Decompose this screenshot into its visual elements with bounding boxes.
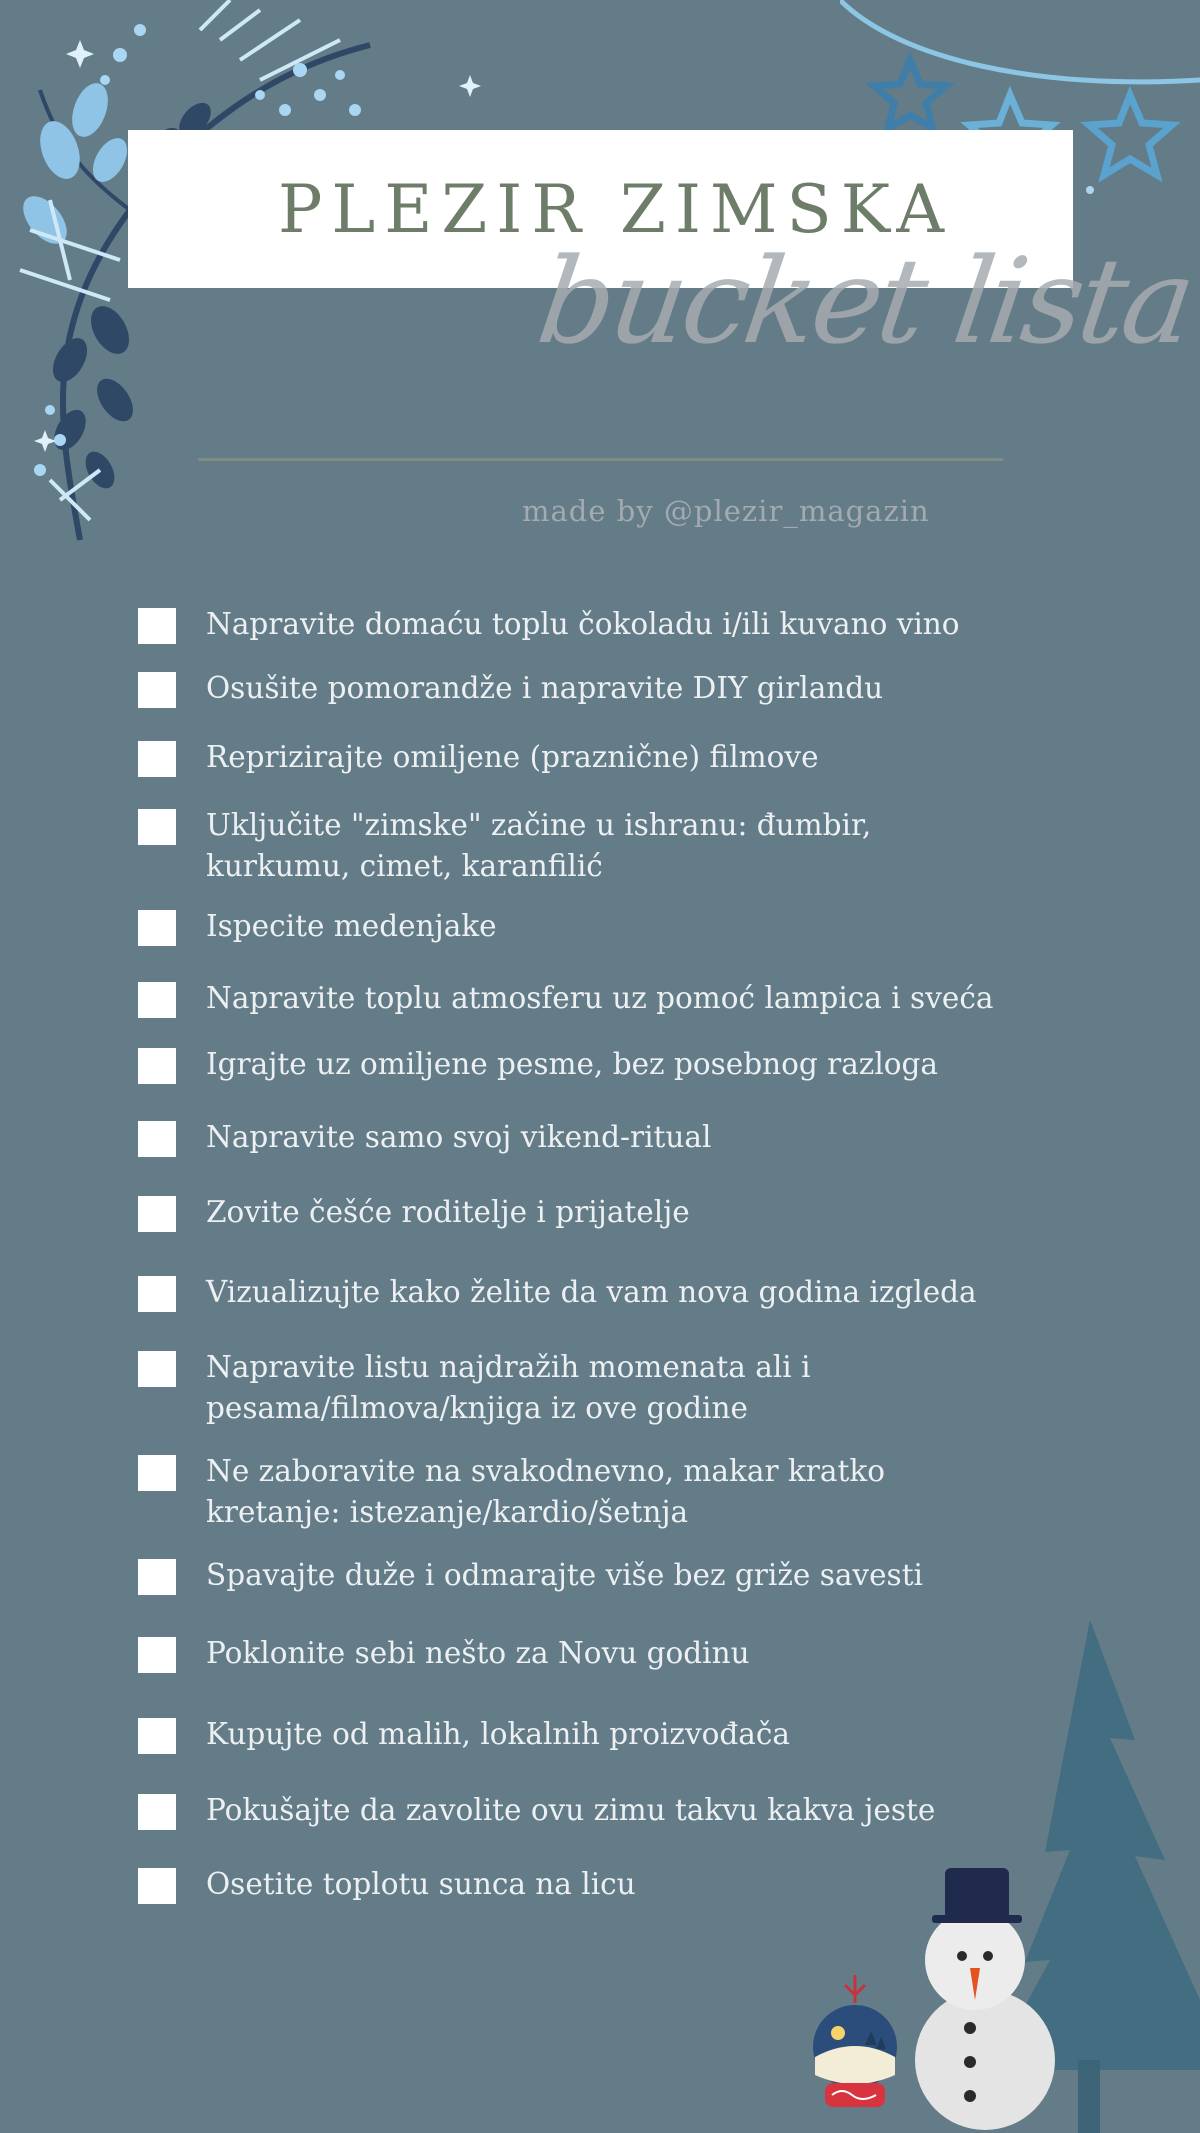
list-item-text: Vizualizujte kako želite da vam nova godina izgleda — [206, 1275, 977, 1309]
list-item-text: Zovite češće roditelje i prijatelje — [206, 1195, 690, 1229]
checkbox-icon[interactable] — [138, 1559, 176, 1595]
list-item-text: Pokušajte da zavolite ovu zimu takvu kakva jeste — [206, 1793, 936, 1827]
checkbox-icon[interactable] — [138, 608, 176, 644]
list-item-text: Ispecite medenjake — [206, 909, 497, 943]
list-item-text: Uključite "zimske" začine u ishranu: đumbir, kurkumu, cimet, karanfilić — [206, 808, 872, 883]
checkbox-icon[interactable] — [138, 741, 176, 777]
page-title: PLEZIR ZIMSKA — [277, 170, 954, 248]
list-item-text: Napravite samo svoj vikend-ritual — [206, 1120, 712, 1154]
credit-text: made by @plezir_magazin — [522, 494, 930, 528]
checkbox-icon[interactable] — [138, 910, 176, 946]
divider — [198, 458, 1003, 461]
checkbox-icon[interactable] — [138, 1868, 176, 1904]
checkbox-icon[interactable] — [138, 1121, 176, 1157]
list-item-text: Napravite domaću toplu čokoladu i/ili kuvano vino — [206, 607, 960, 641]
checkbox-icon[interactable] — [138, 809, 176, 845]
list-item-text: Igrajte uz omiljene pesme, bez posebnog razloga — [206, 1047, 938, 1081]
checkbox-icon[interactable] — [138, 1455, 176, 1491]
list-item-text: Osušite pomorandže i napravite DIY girlandu — [206, 671, 884, 705]
list-item-text: Ne zaboravite na svakodnevno, makar kratko kretanje: istezanje/kardio/šetnja — [206, 1454, 885, 1529]
list-item-text: Napravite listu najdražih momenata ali i pesama/filmova/knjiga iz ove godine — [206, 1350, 811, 1425]
checkbox-icon[interactable] — [138, 1276, 176, 1312]
list-item-text: Osetite toplotu sunca na licu — [206, 1867, 636, 1901]
checkbox-icon[interactable] — [138, 1351, 176, 1387]
checkbox-icon[interactable] — [138, 672, 176, 708]
checkbox-icon[interactable] — [138, 1196, 176, 1232]
script-subtitle: bucket lista — [530, 232, 1200, 370]
list-item-text: Kupujte od malih, lokalnih proizvođača — [206, 1717, 790, 1751]
snowman-icon — [890, 1860, 1060, 2130]
checkbox-icon[interactable] — [138, 1794, 176, 1830]
list-item-text: Napravite toplu atmosferu uz pomoć lampica i sveća — [206, 981, 994, 1015]
list-item-text: Reprizirajte omiljene (praznične) filmove — [206, 740, 819, 774]
snow-globe-icon — [810, 1975, 900, 2125]
checkbox-icon[interactable] — [138, 1637, 176, 1673]
list-item-text: Poklonite sebi nešto za Novu godinu — [206, 1636, 750, 1670]
checkbox-icon[interactable] — [138, 982, 176, 1018]
checkbox-icon[interactable] — [138, 1048, 176, 1084]
list-item-text: Spavajte duže i odmarajte više bez griže savesti — [206, 1558, 923, 1592]
checkbox-icon[interactable] — [138, 1718, 176, 1754]
